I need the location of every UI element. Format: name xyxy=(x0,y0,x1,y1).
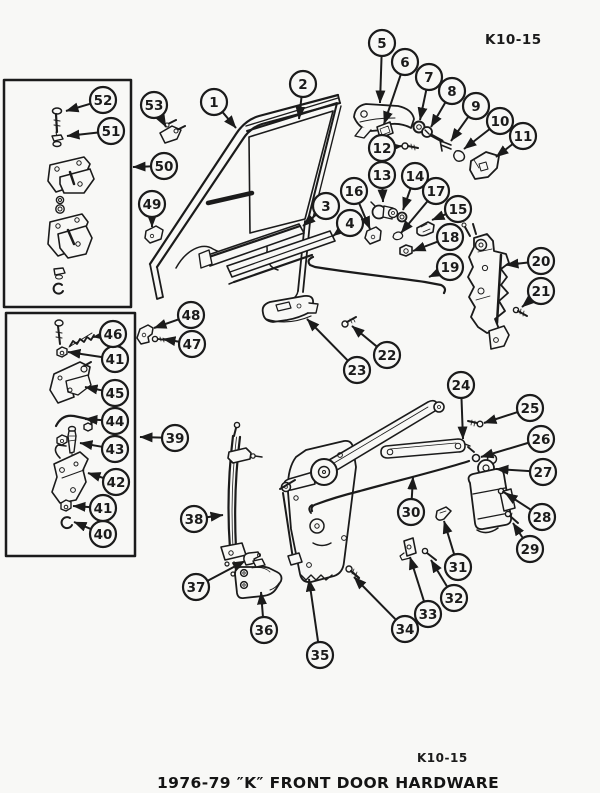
callout-45 xyxy=(85,380,128,406)
spring-drawing xyxy=(69,333,94,347)
callout-52 xyxy=(66,87,116,113)
callout-13 xyxy=(369,162,395,202)
callout-30 xyxy=(398,477,424,525)
callout-number: 10 xyxy=(490,113,510,130)
callout-number: 53 xyxy=(144,97,164,114)
callout-19 xyxy=(429,254,463,280)
nut-b-drawing xyxy=(61,500,71,511)
callout-arrow xyxy=(160,116,166,127)
callout-1 xyxy=(201,89,236,128)
callout-number: 33 xyxy=(418,606,438,623)
page-title: 1976-79 ″K″ FRONT DOOR HARDWARE xyxy=(157,774,500,792)
callout-number: 3 xyxy=(321,198,331,215)
callout-number: 12 xyxy=(372,140,392,157)
hinge-nut-drawing xyxy=(52,135,63,147)
callout-number: 6 xyxy=(400,54,410,71)
callout-number: 18 xyxy=(440,229,460,246)
callout-41 xyxy=(73,495,116,521)
callout-arrow xyxy=(380,56,382,103)
callout-arrow xyxy=(352,326,377,347)
callout-arrow xyxy=(68,352,102,357)
callout-number: 37 xyxy=(186,579,206,596)
callout-arrow xyxy=(496,144,513,157)
callout-12 xyxy=(369,135,402,161)
regulator-drawing xyxy=(280,401,469,582)
callout-arrow xyxy=(85,387,102,390)
callout-21 xyxy=(522,278,554,307)
callout-number: 20 xyxy=(531,253,551,270)
callout-number: 46 xyxy=(103,326,123,343)
callout-arrow xyxy=(74,522,91,529)
hinge-bolt-drawing xyxy=(53,108,62,137)
callout-number: 42 xyxy=(106,474,126,491)
motor-drawing xyxy=(235,552,282,598)
callout-number: 28 xyxy=(532,509,552,526)
clip40-drawing xyxy=(62,517,72,528)
callout-number: 44 xyxy=(105,413,125,430)
callout-arrow xyxy=(88,473,104,478)
callout-arrow xyxy=(73,506,90,507)
callout-arrow xyxy=(133,166,151,167)
callout-28 xyxy=(505,493,555,530)
callout-arrow xyxy=(154,319,179,328)
callout-number: 39 xyxy=(165,430,185,447)
callout-arrow xyxy=(431,102,445,127)
handle-bolt-drawing xyxy=(342,317,356,327)
callout-arrow xyxy=(80,443,102,447)
callout-arrow xyxy=(410,557,424,602)
callout-25 xyxy=(484,395,543,423)
callout-arrow xyxy=(207,515,223,517)
upper-hinge-box xyxy=(4,80,131,307)
callout-number: 32 xyxy=(444,590,464,607)
callout-34 xyxy=(354,577,418,642)
callout-number: 22 xyxy=(377,347,397,364)
callout-number: 9 xyxy=(471,98,481,115)
callout-number: 21 xyxy=(531,283,551,300)
callout-53 xyxy=(141,92,167,127)
callout-number: 50 xyxy=(154,158,174,175)
callout-35 xyxy=(307,579,333,668)
callout-number: 51 xyxy=(101,123,121,140)
callout-number: 2 xyxy=(298,76,308,93)
callout-arrow xyxy=(67,132,98,136)
callout-5 xyxy=(369,30,395,103)
callout-arrow xyxy=(484,412,518,423)
callout-number: 41 xyxy=(105,351,125,368)
callout-number: 43 xyxy=(105,441,125,458)
callout-number: 16 xyxy=(344,183,364,200)
callout-38 xyxy=(181,506,223,532)
callout-number: 38 xyxy=(184,511,204,528)
drive-unit-drawing xyxy=(465,420,518,533)
callout-arrow xyxy=(333,231,340,236)
callout-arrow xyxy=(464,129,490,149)
callout-number: 5 xyxy=(377,35,387,52)
hinge42-drawing xyxy=(52,445,88,503)
page-code-bottom: K10-15 xyxy=(417,751,468,765)
callout-number: 36 xyxy=(254,622,274,639)
callout-36 xyxy=(251,592,277,643)
callout-49 xyxy=(139,191,165,227)
callout-42 xyxy=(88,469,129,495)
callout-number: 23 xyxy=(347,362,367,379)
callout-arrow xyxy=(403,188,411,210)
callout-number: 34 xyxy=(395,621,415,638)
callout-number: 35 xyxy=(310,647,330,664)
callout-number: 15 xyxy=(448,201,468,218)
callout-arrow xyxy=(354,577,396,620)
callout-48 xyxy=(154,302,204,328)
callout-number: 40 xyxy=(93,526,113,543)
callout-40 xyxy=(74,521,116,547)
callout-20 xyxy=(506,248,554,274)
callout-number: 13 xyxy=(372,167,392,184)
hinge-washers-drawing xyxy=(56,196,64,213)
callout-arrow xyxy=(481,443,529,457)
callout-number: 19 xyxy=(440,259,460,276)
callout-number: 26 xyxy=(531,431,551,448)
callout-number: 24 xyxy=(451,377,471,394)
door-lock-drawing xyxy=(462,223,527,349)
callout-arrow xyxy=(420,90,426,120)
callout-number: 4 xyxy=(345,215,355,232)
callout-arrow xyxy=(513,523,523,538)
callout-number: 31 xyxy=(448,559,468,576)
nut-a-drawing xyxy=(57,347,67,357)
lock-rod-drawing xyxy=(309,257,445,293)
callout-number: 41 xyxy=(93,500,113,517)
hinge45-drawing xyxy=(50,362,91,403)
callout-24 xyxy=(448,372,474,439)
callout-number: 14 xyxy=(405,168,425,185)
callout-number: 48 xyxy=(181,307,201,324)
callout-arrow xyxy=(309,579,318,642)
callout-arrow xyxy=(222,112,236,128)
callout-46 xyxy=(93,321,126,347)
callout-arrow xyxy=(140,437,162,438)
callout-26 xyxy=(481,426,554,457)
callout-arrow xyxy=(299,97,302,119)
callout-number: 25 xyxy=(520,400,540,417)
callout-arrow xyxy=(413,242,438,251)
callout-arrow xyxy=(66,104,91,111)
callout-arrow xyxy=(429,273,438,277)
hinge-bushing-drawing xyxy=(54,268,65,294)
callout-number: 7 xyxy=(424,69,434,86)
callout-number: 49 xyxy=(142,196,162,213)
callout-number: 45 xyxy=(105,385,125,402)
callout-23 xyxy=(307,319,370,383)
callout-arrow xyxy=(444,521,454,555)
callout-number: 30 xyxy=(401,504,421,521)
callout-number: 17 xyxy=(426,183,446,200)
callout-number: 29 xyxy=(520,541,540,558)
callout-number: 1 xyxy=(209,94,219,111)
lock-screw-drawing xyxy=(513,307,527,316)
callout-number: 47 xyxy=(182,336,202,353)
callout-arrow xyxy=(522,299,531,307)
callout-number: 27 xyxy=(533,464,553,481)
pillar-bracket-drawing xyxy=(137,325,166,344)
upper-hinge-drawing xyxy=(48,157,94,193)
page-code-top: K10-15 xyxy=(485,32,542,48)
callout-number: 11 xyxy=(513,128,533,145)
callout-39 xyxy=(140,425,188,451)
spring-pin-drawing xyxy=(57,427,76,458)
callout-arrow xyxy=(163,339,179,342)
callout-47 xyxy=(163,331,205,357)
callout-31 xyxy=(444,521,471,580)
callout-arrow xyxy=(432,214,446,220)
callout-arrow xyxy=(461,398,463,439)
callout-number: 52 xyxy=(93,92,113,109)
callout-51 xyxy=(67,118,124,144)
callout-arrow xyxy=(412,477,413,499)
callout-number: 8 xyxy=(447,83,457,100)
callout-arrow xyxy=(451,117,468,141)
hinge-bolt2-drawing xyxy=(55,320,63,344)
callout-50 xyxy=(133,153,177,179)
lock-cylinder-parts-drawing xyxy=(371,202,434,256)
lower-hinge-drawing xyxy=(48,214,92,258)
callout-arrow xyxy=(85,419,102,420)
callout-arrow xyxy=(382,188,383,202)
